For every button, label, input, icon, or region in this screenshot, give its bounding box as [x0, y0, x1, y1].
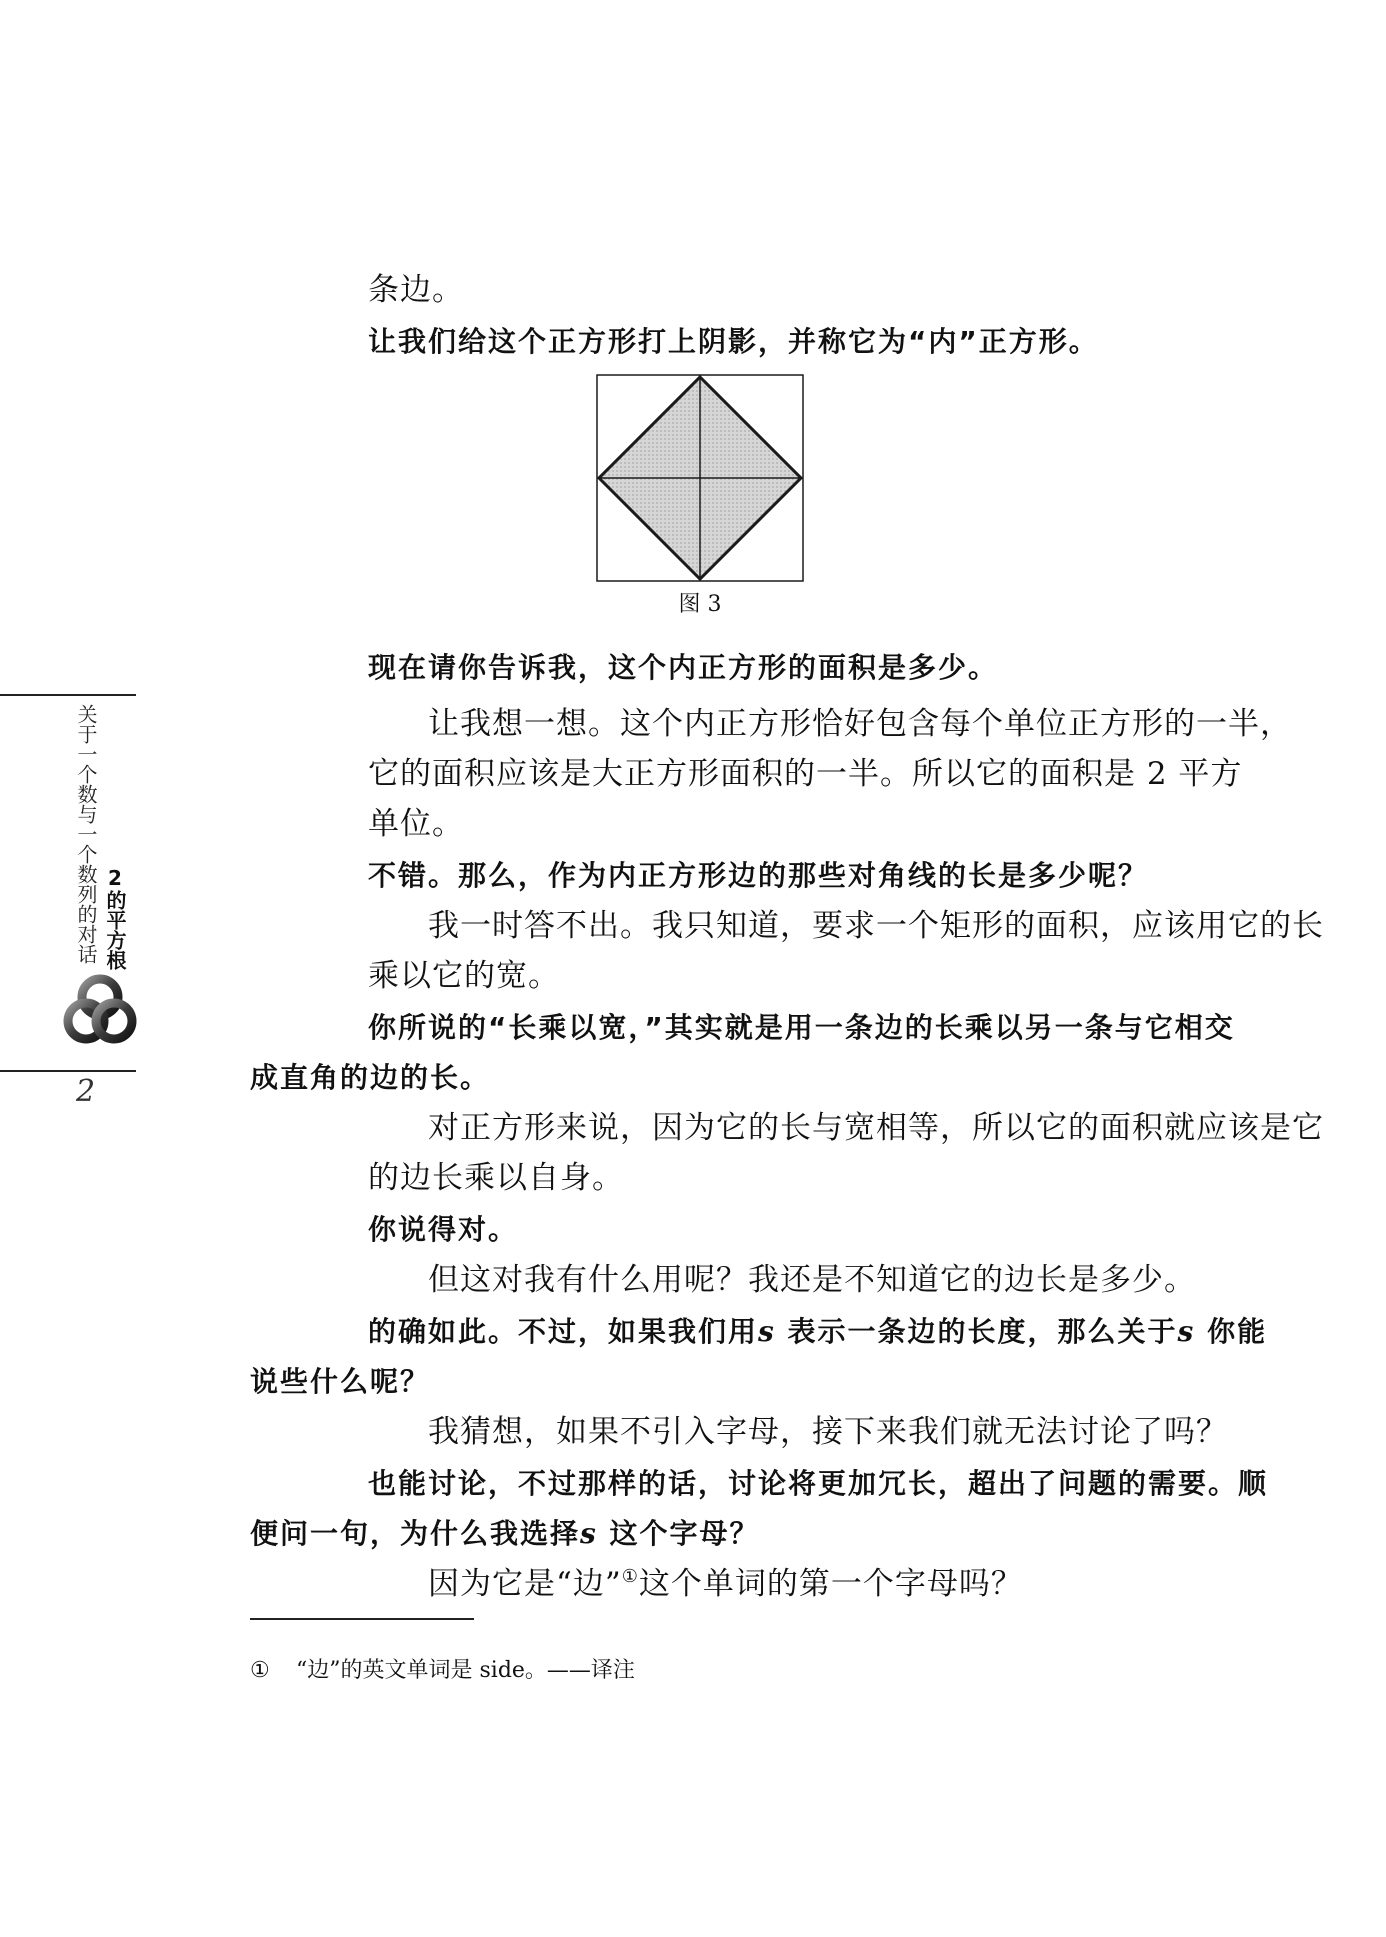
answer-line: 我猜想，如果不引入字母，接下来我们就无法讨论了吗？	[428, 1414, 1228, 1450]
footnote-divider	[250, 1618, 474, 1620]
answer-line: 的边长乘以自身。	[368, 1160, 624, 1196]
variable-s: s	[1177, 1315, 1196, 1348]
question-line: 现在请你告诉我，这个内正方形的面积是多少。	[368, 651, 999, 684]
question-line: 成直角的边的长。	[250, 1061, 491, 1094]
sidebar-rule-bottom	[0, 1070, 136, 1072]
series-title: 关于一个数与一个数列的对话	[74, 704, 98, 964]
figure-3-diagram	[596, 374, 804, 582]
question-line: 说些什么呢？	[250, 1365, 431, 1398]
question-line: 你说得对。	[368, 1213, 519, 1246]
question-line: 的确如此。不过，如果我们用s 表示一条边的长度，那么关于s 你能	[368, 1315, 1268, 1348]
footnote-reference[interactable]: ①	[621, 1566, 639, 1587]
answer-line: 乘以它的宽。	[368, 958, 560, 994]
page-number: 2	[76, 1074, 96, 1109]
sidebar-rule-top	[0, 694, 136, 696]
question-line: 便问一句，为什么我选择s 这个字母？	[250, 1517, 760, 1550]
footnote-text: “边”的英文单词是 side。——译注	[296, 1658, 635, 1683]
answer-line: 让我想一想。这个内正方形恰好包含每个单位正方形的一半，	[428, 706, 1292, 742]
footnote-mark: ①	[250, 1658, 270, 1683]
question-line: 也能讨论，不过那样的话，讨论将更加冗长，超出了问题的需要。顺	[368, 1467, 1269, 1500]
book-title: 2的平方根	[103, 866, 127, 970]
answer-line: 它的面积应该是大正方形面积的一半。所以它的面积是 2 平方	[368, 756, 1243, 792]
answer-line: 对正方形来说，因为它的长与宽相等，所以它的面积就应该是它	[428, 1110, 1324, 1146]
answer-line: 我一时答不出。我只知道，要求一个矩形的面积，应该用它的长	[428, 908, 1324, 944]
footnote	[250, 1656, 635, 1686]
variable-s: s	[580, 1517, 598, 1550]
variable-s: s	[758, 1315, 776, 1348]
figure-caption: 图 3	[678, 592, 722, 617]
question-line: 不错。那么，作为内正方形边的那些对角线的长是多少呢？	[368, 859, 1149, 892]
trefoil-knot-icon	[58, 967, 142, 1051]
question-line: 让我们给这个正方形打上阴影，并称它为“内”正方形。	[368, 325, 1099, 358]
answer-line: 单位。	[368, 806, 464, 842]
paragraph-line: 条边。	[368, 272, 464, 308]
answer-line: 但这对我有什么用呢？我还是不知道它的边长是多少。	[428, 1262, 1196, 1298]
answer-line: 因为它是“边”①这个单词的第一个字母吗？	[428, 1566, 1023, 1602]
question-line: 你所说的“长乘以宽，”其实就是用一条边的长乘以另一条与它相交	[368, 1011, 1235, 1044]
